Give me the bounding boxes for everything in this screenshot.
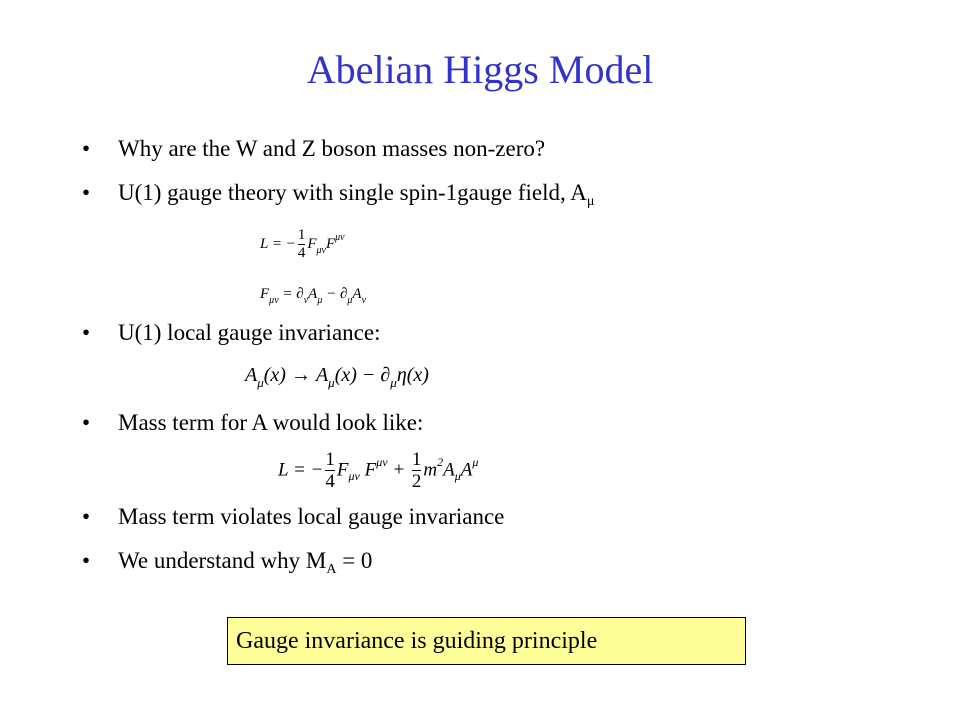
subscript: A: [326, 562, 337, 577]
subscript: μ: [586, 194, 595, 209]
equation-lagrangian-mass: L = − $\frac{1}{4}$ $F_{\mu\nu}$ $F^{\mu\nu}$ + $\frac{1}{2}$ $m^2A_\mu A^\mu$: [278, 449, 479, 492]
bullet-marker: •: [82, 320, 91, 345]
bullet-text: U(1) gauge theory with single spin-1gauge field, $A_\mu$: [118, 180, 595, 209]
bullet-text: Mass term for A would look like:: [118, 410, 424, 435]
bullet-marker: •: [82, 410, 91, 435]
equation-field-strength: $F_{\mu\nu} = \partial_\nu A_\mu - \partial_\mu A_\nu$: [260, 286, 367, 306]
callout-box: Gauge invariance is guiding principle: [227, 617, 746, 665]
bullet-text: Mass term violates local gauge invariance: [118, 504, 505, 529]
fraction: $\frac{1}{2}$: [411, 449, 422, 492]
fraction: $\frac{1}{4}$: [297, 227, 306, 261]
bullet-marker: •: [82, 548, 91, 573]
bullet-text: Why are the W and Z boson masses non-zero?: [118, 136, 546, 161]
bullet-text: U(1) local gauge invariance:: [118, 320, 381, 345]
bullet-text: We understand why $M_A = 0$: [118, 548, 373, 577]
bullet-marker: •: [82, 180, 91, 205]
equation-lagrangian-free: L = − $\frac{1}{4}$ $F_{\mu\nu}F^{\mu\nu}$: [260, 227, 345, 261]
bullet-marker: •: [82, 136, 91, 161]
fraction: $\frac{1}{4}$: [325, 449, 335, 492]
equation-gauge-transform: $A_\mu(x) \to A_\mu(x) - \partial_\mu\eta(x)$: [245, 364, 429, 390]
bullet-marker: •: [82, 504, 91, 529]
slide-title: Abelian Higgs Model: [306, 47, 654, 92]
